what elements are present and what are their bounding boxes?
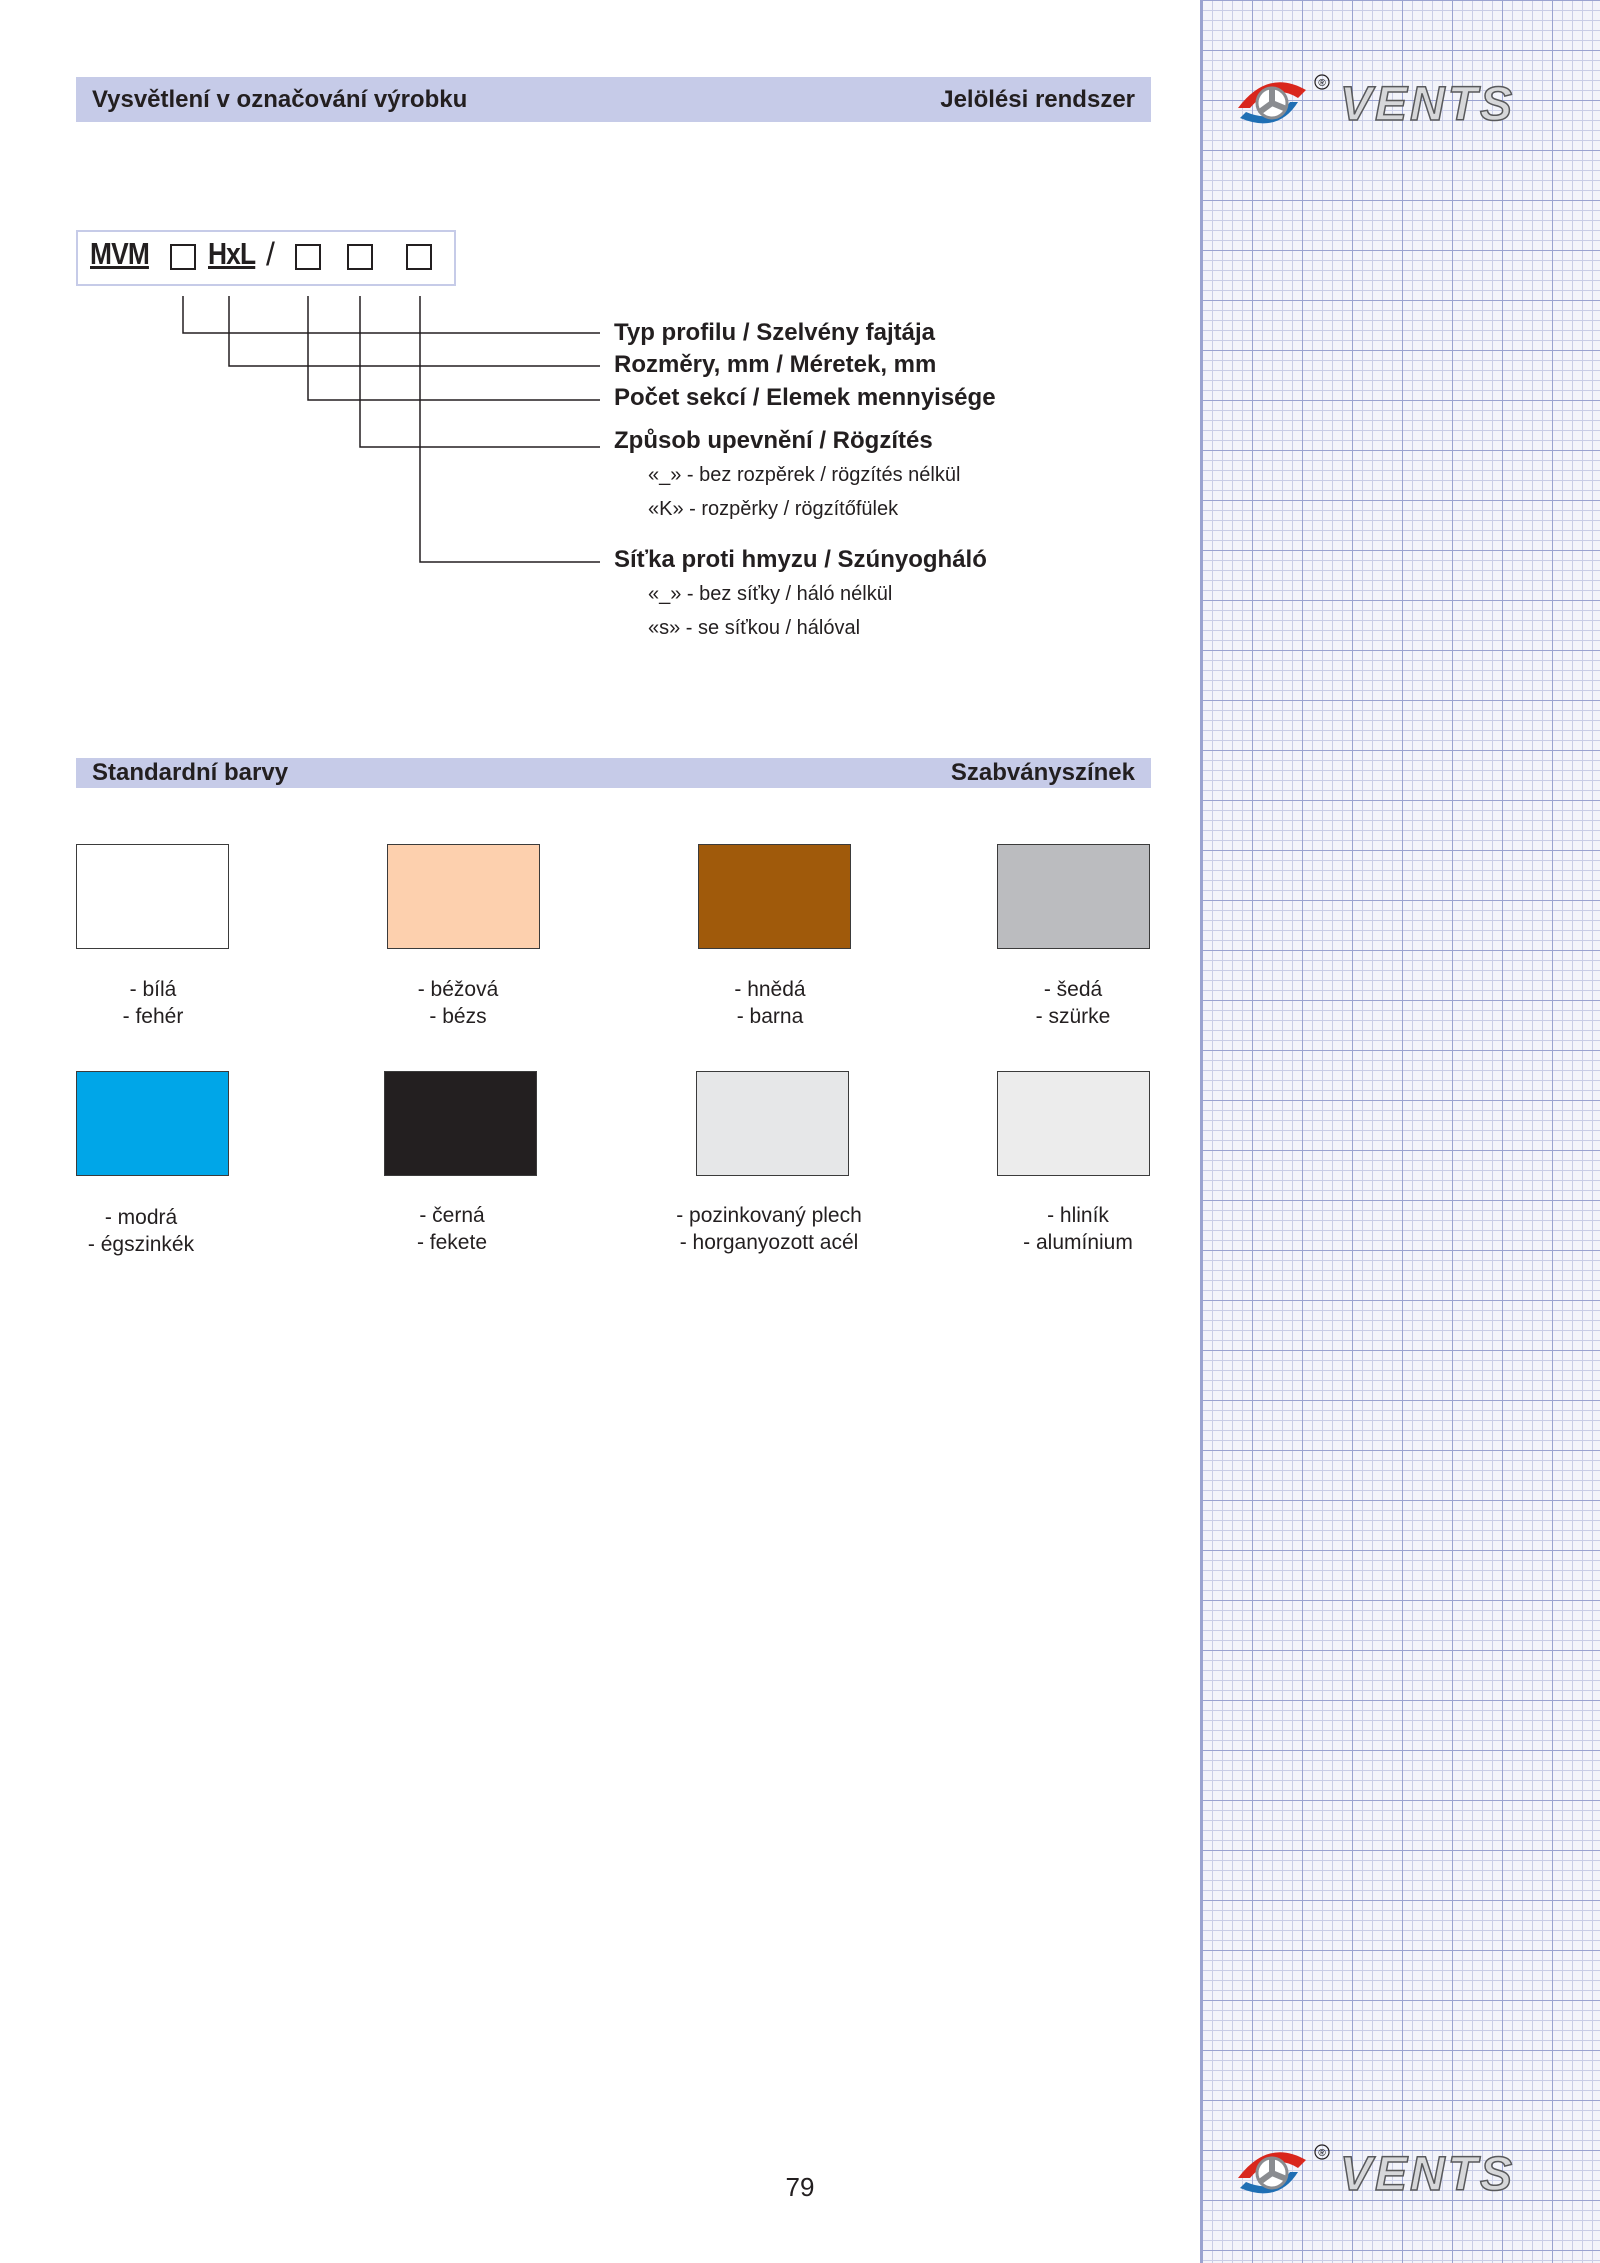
colors-header-bar [76, 758, 1151, 788]
vents-logo-top [1228, 68, 1568, 134]
caption-aluminium: - hliník - alumínium [1023, 1204, 1133, 1254]
svg-text:VENTS: VENTS [1340, 78, 1516, 131]
model-dimensions-code: HxL [208, 236, 256, 271]
swatch-white [76, 844, 229, 949]
model-prefix: MVM [90, 236, 149, 271]
swatch-galvanized [696, 1071, 849, 1176]
designation-title-cz: Vysvětlení v označování výrobku [92, 85, 468, 113]
legend-sections: Počet sekcí / Elemek mennyisége [614, 384, 996, 411]
model-slash: / [266, 236, 275, 272]
vents-logo-bottom [1228, 2138, 1568, 2204]
designation-title-hu: Jelölési rendszer [940, 85, 1135, 113]
colors-title-cz: Standardní barvy [92, 759, 289, 786]
net-option-none: «_» - bez síťky / háló nélkül [648, 583, 893, 605]
caption-brown: - hnědá - barna [734, 978, 806, 1028]
legend-net: Síťka proti hmyzu / Szúnyogháló [614, 546, 987, 573]
svg-text:®: ® [1318, 2148, 1326, 2159]
swatch-blue [76, 1071, 229, 1176]
caption-galvanized: - pozinkovaný plech - horganyozott acél [676, 1204, 862, 1254]
caption-blue: - modrá - égszinkék [87, 1206, 195, 1256]
swatch-black [384, 1071, 537, 1176]
swatch-aluminium [997, 1071, 1150, 1176]
swatch-beige [387, 844, 540, 949]
caption-beige: - béžová - bézs [417, 978, 499, 1028]
colors-title-hu: Szabványszínek [950, 759, 1135, 786]
mounting-option-k: «K» - rozpěrky / rögzítőfülek [648, 498, 899, 520]
designation-connector-lines [0, 0, 1200, 700]
legend-mounting: Způsob upevnění / Rögzítés [614, 427, 933, 454]
graph-paper-sidebar [1200, 0, 1600, 2263]
page-number: 79 [785, 2172, 815, 2202]
legend-dimensions: Rozměry, mm / Méretek, mm [614, 351, 937, 378]
caption-black: - černá - fekete [416, 1204, 488, 1254]
svg-text:VENTS: VENTS [1340, 2148, 1516, 2201]
svg-text:®: ® [1318, 78, 1326, 89]
legend-profile: Typ profilu / Szelvény fajtája [614, 319, 935, 346]
caption-grey: - šedá - szürke [1035, 978, 1111, 1028]
mounting-option-none: «_» - bez rozpěrek / rögzítés nélkül [648, 464, 961, 486]
swatch-brown [698, 844, 851, 949]
swatch-grey [997, 844, 1150, 949]
caption-white: - bílá - fehér [122, 978, 184, 1028]
net-option-s: «s» - se síťkou / hálóval [648, 617, 861, 639]
